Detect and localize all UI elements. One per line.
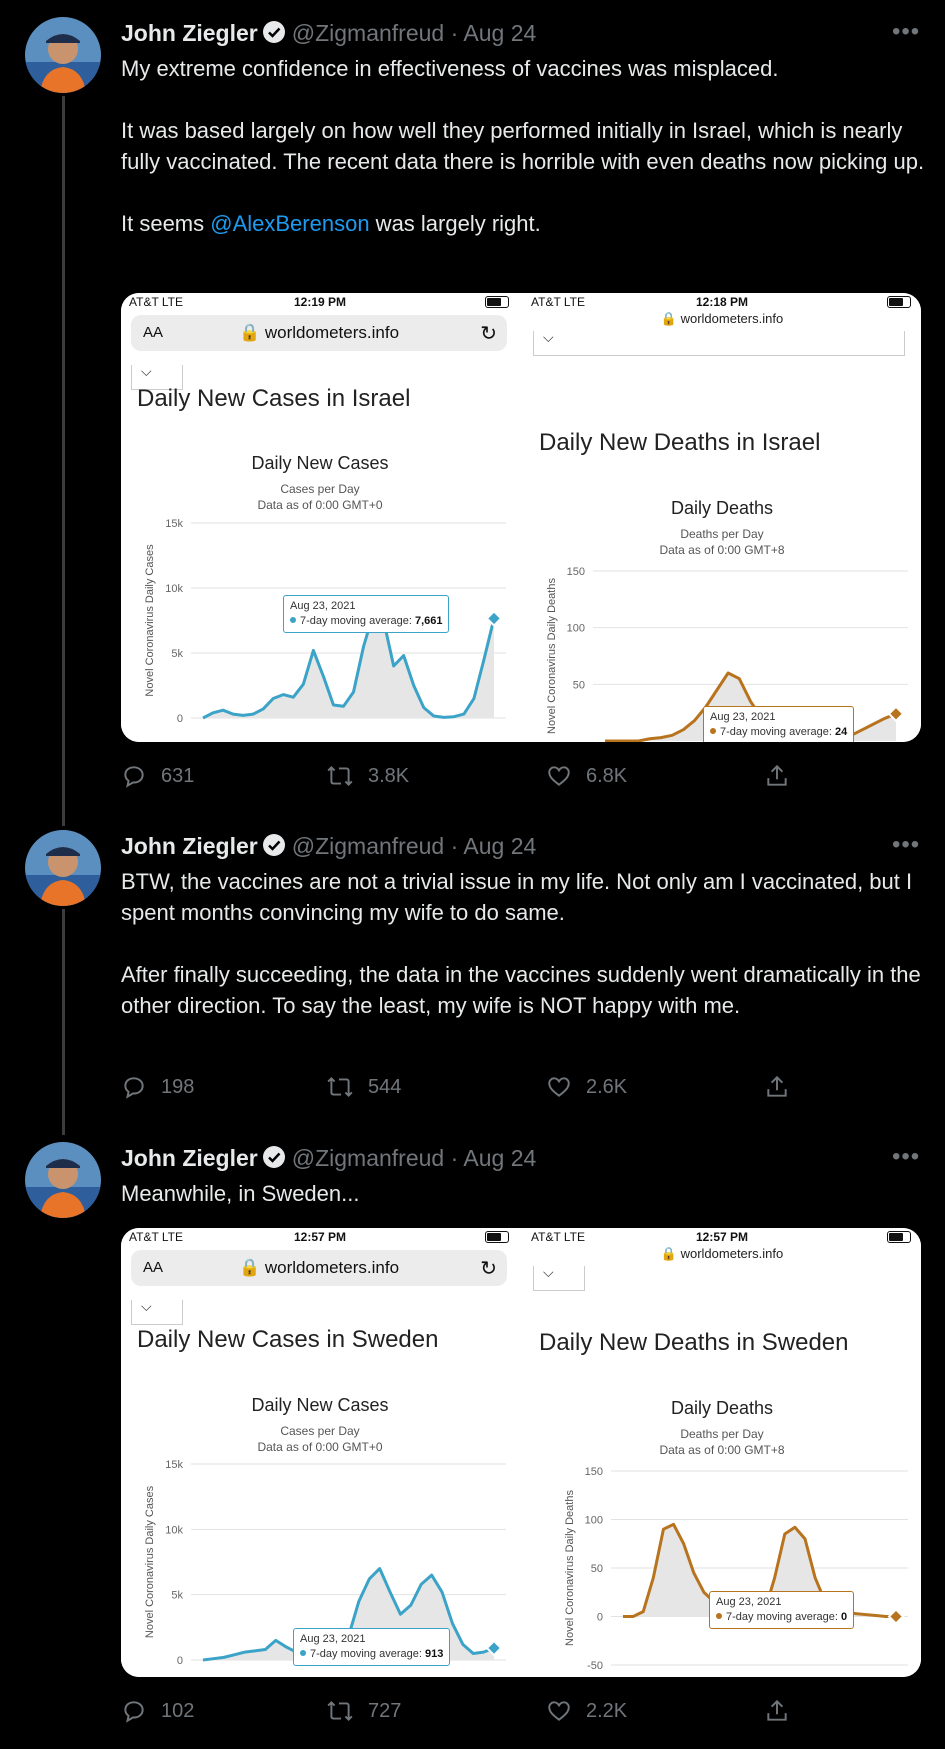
tooltip-value: 24	[834, 726, 848, 738]
reply-icon	[121, 1698, 147, 1724]
tweet-paragraph: After finally succeeding, the data in the vaccines suddenly went dramatically in the other direction. To say the least, my wife is NOT happy with me.	[121, 962, 921, 1018]
carrier-label: AT&T LTE	[129, 295, 184, 309]
like-count: 6.8K	[586, 764, 628, 787]
chart-tooltip	[293, 1628, 450, 1666]
chart-subtitle: Cases per Day	[280, 1424, 360, 1438]
y-tick-label: 150	[566, 566, 585, 578]
chart-title: Daily Deaths	[670, 1398, 774, 1418]
url-text: 🔒 worldometers.info	[660, 1246, 784, 1261]
reply-icon	[121, 763, 147, 789]
media-image-israel-cases[interactable]	[121, 293, 519, 742]
share-icon	[764, 1074, 790, 1100]
chart-subtitle: Data as of 0:00 GMT+8	[659, 543, 785, 557]
chart-title: Daily New Cases	[251, 1395, 389, 1415]
y-tick-label: 15k	[165, 518, 183, 530]
tooltip-date: Aug 23, 2021	[300, 1633, 366, 1645]
author-name[interactable]: John Ziegler	[121, 1145, 258, 1171]
tweet-header	[121, 20, 536, 50]
like-count: 2.6K	[586, 1075, 628, 1098]
tooltip-date: Aug 23, 2021	[716, 1596, 782, 1608]
thread-line	[62, 909, 65, 1135]
reply-count: 102	[161, 1699, 195, 1722]
chevron-down-icon: ⌵	[141, 363, 152, 379]
heart-icon	[546, 1074, 572, 1100]
y-tick-label: 150	[584, 1466, 603, 1478]
chart-subtitle: Data as of 0:00 GMT+8	[659, 1443, 785, 1457]
reload-icon: ↻	[480, 323, 497, 345]
more-options-icon[interactable]: •••	[892, 1143, 921, 1170]
tweet-actions	[121, 1074, 801, 1104]
author-handle[interactable]: @Zigmanfreud	[291, 20, 445, 46]
tweet-actions	[121, 763, 801, 793]
header-separator: ·	[450, 833, 459, 859]
verified-badge-icon	[262, 833, 286, 863]
tweet-date[interactable]: Aug 24	[463, 833, 537, 859]
tweet-paragraph: My extreme confidence in effectiveness of vaccines was misplaced.	[121, 56, 779, 81]
share-button[interactable]	[764, 1074, 804, 1100]
y-tick-label: 15k	[165, 1459, 183, 1471]
chevron-down-icon: ⌵	[543, 329, 554, 345]
reply-count: 198	[161, 1075, 195, 1098]
reload-icon: ↻	[480, 1258, 497, 1280]
verified-badge-icon	[262, 1145, 286, 1175]
reply-icon	[121, 1074, 147, 1100]
chart-subtitle: Deaths per Day	[680, 1427, 764, 1441]
tweet-paragraph: BTW, the vaccines are not a trivial issue in my life. Not only am I vaccinated, but I spent months convincing my wife to do same.	[121, 869, 913, 925]
media-image-israel-deaths[interactable]	[523, 293, 921, 742]
avatar[interactable]	[25, 17, 101, 93]
avatar[interactable]	[25, 1142, 101, 1218]
y-tick-label: 0	[176, 713, 183, 725]
y-tick-label: 50	[590, 1563, 603, 1575]
page-title: Daily New Deaths in Israel	[539, 429, 821, 456]
tooltip-label: 7-day moving average:	[300, 615, 415, 627]
like-button[interactable]	[546, 763, 627, 789]
media-image-sweden-deaths[interactable]	[523, 1228, 921, 1677]
y-tick-label: 10k	[165, 1524, 183, 1537]
text-size-label: AA	[143, 324, 164, 341]
share-icon	[764, 763, 790, 789]
y-axis-label: Novel Coronavirus Daily Cases	[144, 544, 156, 697]
y-tick-label: 50	[572, 679, 585, 692]
retweet-count: 3.8K	[368, 764, 410, 787]
text-size-label: AA	[143, 1259, 164, 1276]
share-button[interactable]	[764, 763, 804, 789]
y-tick-label: 100	[566, 622, 585, 635]
last-point-marker	[889, 1610, 903, 1624]
tooltip-value: 913	[424, 1648, 444, 1660]
y-axis-label: Novel Coronavirus Daily Deaths	[564, 1490, 576, 1646]
carrier-label: AT&T LTE	[531, 1230, 586, 1244]
text-fragment: was largely right.	[369, 211, 541, 236]
tweet-header	[121, 833, 536, 863]
retweet-icon	[326, 1074, 354, 1100]
tooltip-label: 7-day moving average:	[310, 1648, 425, 1660]
tweet-paragraph	[121, 208, 931, 239]
like-button[interactable]	[546, 1698, 627, 1724]
chart-tooltip	[709, 1591, 854, 1629]
url-text: 🔒 worldometers.info	[238, 1258, 400, 1277]
y-axis-label: Novel Coronavirus Daily Cases	[144, 1485, 156, 1639]
chart-tooltip	[283, 595, 449, 633]
reply-count: 631	[161, 764, 195, 787]
tooltip-date: Aug 23, 2021	[290, 600, 356, 612]
heart-icon	[546, 763, 572, 789]
y-tick-label: 0	[596, 1611, 603, 1624]
chart-tooltip	[703, 706, 854, 742]
header-separator: ·	[450, 1145, 459, 1171]
reply-button[interactable]	[121, 1074, 194, 1100]
y-axis-label: Novel Coronavirus Daily Deaths	[546, 578, 558, 734]
more-options-icon[interactable]: •••	[892, 18, 921, 45]
author-handle[interactable]: @Zigmanfreud	[291, 833, 445, 859]
share-icon	[764, 1698, 790, 1724]
chart-subtitle: Data as of 0:00 GMT+0	[257, 1440, 383, 1454]
chart-subtitle: Deaths per Day	[680, 527, 764, 541]
like-count: 2.2K	[586, 1699, 628, 1722]
page-title: Daily New Deaths in Sweden	[539, 1329, 849, 1356]
tooltip-label: 7-day moving average:	[720, 726, 835, 738]
carrier-label: AT&T LTE	[129, 1230, 184, 1244]
chart-subtitle: Data as of 0:00 GMT+0	[257, 498, 383, 512]
tooltip-label: 7-day moving average:	[726, 1611, 841, 1623]
author-name[interactable]: John Ziegler	[121, 20, 258, 46]
chevron-down-icon: ⌵	[141, 1298, 152, 1314]
page-title: Daily New Cases in Israel	[137, 385, 411, 412]
chart-subtitle: Cases per Day	[280, 482, 360, 496]
url-domain: worldometers.info	[680, 311, 784, 326]
tweet-media[interactable]	[121, 1228, 921, 1677]
author-handle[interactable]: @Zigmanfreud	[291, 1145, 445, 1171]
like-button[interactable]	[546, 1074, 627, 1100]
y-tick-label: 5k	[171, 648, 183, 660]
retweet-button[interactable]	[326, 1074, 401, 1100]
heart-icon	[546, 1698, 572, 1724]
retweet-icon	[326, 763, 354, 789]
y-tick-label: 5k	[171, 1589, 183, 1602]
status-time: 12:19 PM	[293, 295, 347, 309]
url-text: 🔒 worldometers.info	[238, 323, 400, 342]
retweet-icon	[326, 1698, 354, 1724]
header-separator: ·	[450, 20, 459, 46]
url-domain: worldometers.info	[680, 1246, 784, 1261]
status-time: 12:18 PM	[695, 295, 749, 309]
reply-button[interactable]	[121, 763, 194, 789]
tweet-date[interactable]: Aug 24	[463, 1145, 537, 1171]
chart-title: Daily Deaths	[670, 498, 774, 518]
tweet-text	[121, 1178, 931, 1209]
author-name[interactable]: John Ziegler	[121, 833, 258, 859]
tweet-date[interactable]: Aug 24	[463, 20, 537, 46]
retweet-button[interactable]	[326, 763, 409, 789]
status-time: 12:57 PM	[293, 1230, 347, 1244]
chart-title: Daily New Cases	[251, 453, 389, 473]
chevron-down-icon: ⌵	[543, 1264, 554, 1280]
y-tick-label: 0	[176, 1655, 183, 1667]
avatar[interactable]	[25, 830, 101, 906]
tweet-text	[121, 53, 931, 239]
tweet-paragraph: Meanwhile, in Sweden...	[121, 1181, 360, 1206]
status-time: 12:57 PM	[695, 1230, 749, 1244]
reply-button[interactable]	[121, 1698, 194, 1724]
tooltip-date: Aug 23, 2021	[710, 711, 776, 723]
verified-badge-icon	[262, 20, 286, 50]
chart-svg	[121, 1228, 519, 1677]
last-point-marker	[487, 611, 501, 625]
y-tick-label: 10k	[165, 583, 183, 595]
tooltip-value: 7,661	[414, 615, 443, 627]
y-tick-label: 100	[584, 1514, 603, 1527]
retweet-count: 544	[368, 1075, 402, 1098]
chart-svg	[523, 293, 921, 742]
tweet-text	[121, 866, 931, 1021]
tweet-actions	[121, 1698, 801, 1728]
tweet-paragraph: It was based largely on how well they performed initially in Israel, which is nearly fully vaccinated. The recent data there is horrible with even deaths now picking up.	[121, 118, 925, 174]
mention-link[interactable]: @AlexBerenson	[210, 211, 370, 236]
retweet-count: 727	[368, 1699, 402, 1722]
page-title: Daily New Cases in Sweden	[137, 1326, 439, 1353]
tweet-media[interactable]	[121, 293, 921, 742]
share-button[interactable]	[764, 1698, 804, 1724]
tweet-header	[121, 1145, 536, 1175]
chart-svg	[121, 293, 519, 742]
url-domain: worldometers.info	[264, 323, 400, 342]
url-text: 🔒 worldometers.info	[660, 311, 784, 326]
more-options-icon[interactable]: •••	[892, 831, 921, 858]
url-domain: worldometers.info	[264, 1258, 400, 1277]
carrier-label: AT&T LTE	[531, 295, 586, 309]
retweet-button[interactable]	[326, 1698, 401, 1724]
tooltip-value: 0	[840, 1611, 848, 1623]
media-image-sweden-cases[interactable]	[121, 1228, 519, 1677]
thread-line	[62, 96, 65, 826]
text-fragment: It seems	[121, 211, 211, 236]
y-tick-label: -50	[587, 1660, 603, 1672]
